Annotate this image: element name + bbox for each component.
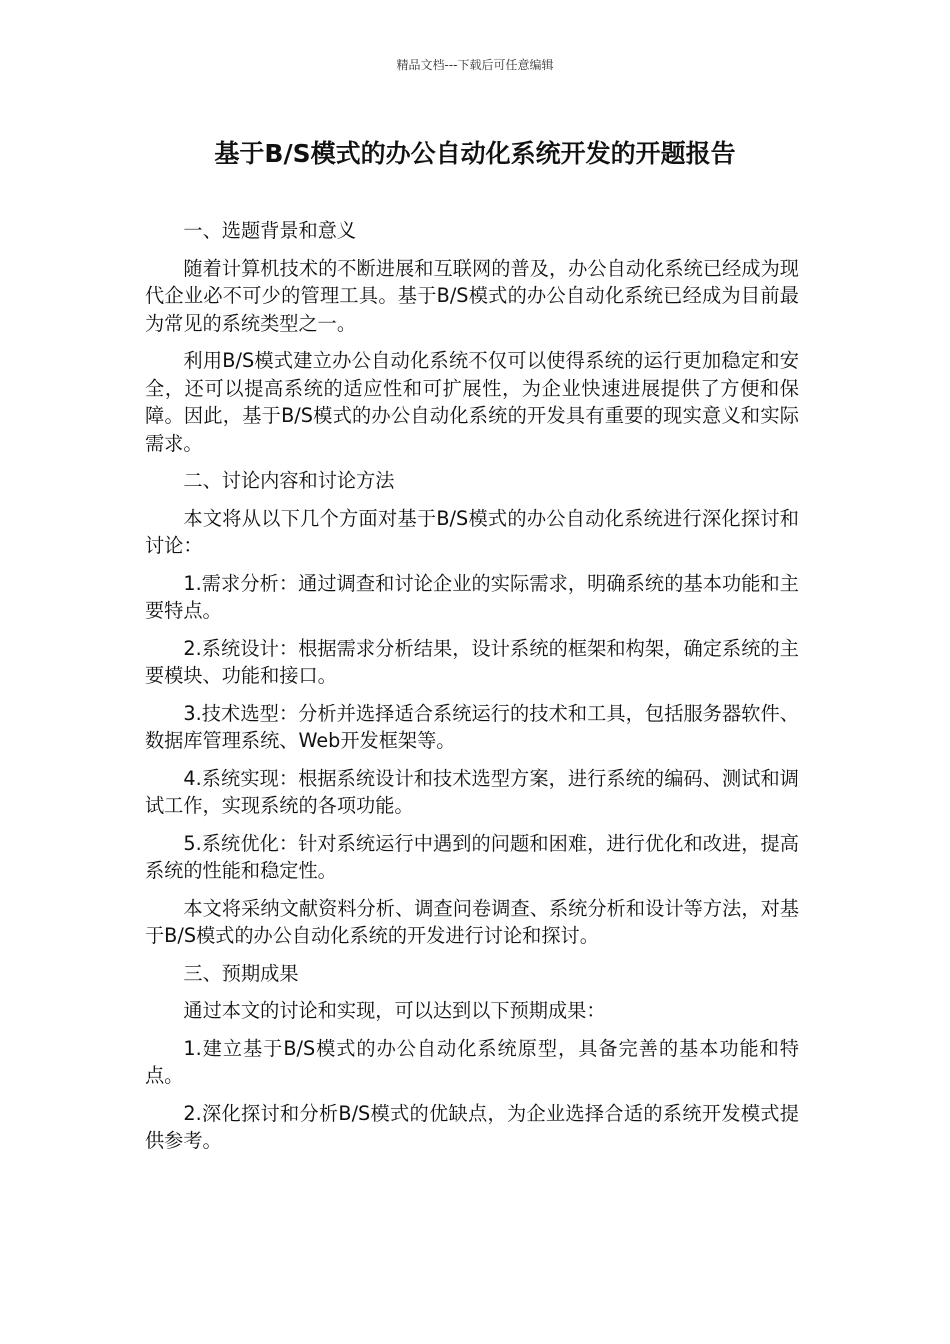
paragraph: 利用B/S模式建立办公自动化系统不仅可以使得系统的运行更加稳定和安全，还可以提高系统的适应性和可扩展性，为企业快速进展提供了方便和保障。因此，基于B/S模式的办公自动化系统的开发具有重要的现实意义和实际需求。 <box>145 349 799 455</box>
list-item: 4.系统实现：根据系统设计和技术选型方案，进行系统的编码、测试和调试工作，实现系统的各项功能。 <box>145 766 799 817</box>
section-heading: 三、预期成果 <box>183 961 299 985</box>
list-item: 1.建立基于B/S模式的办公自动化系统原型，具备完善的基本功能和特点。 <box>145 1036 799 1087</box>
paragraph: 随着计算机技术的不断进展和互联网的普及，办公自动化系统已经成为现代企业必不可少的管理工具。基于B/S模式的办公自动化系统已经成为目前最为常见的系统类型之一。 <box>145 256 799 335</box>
paragraph: 通过本文的讨论和实现，可以达到以下预期成果： <box>183 999 606 1022</box>
list-item: 1.需求分析：通过调查和讨论企业的实际需求，明确系统的基本功能和主要特点。 <box>145 571 799 622</box>
list-item: 5.系统优化：针对系统运行中遇到的问题和困难，进行优化和改进，提高系统的性能和稳定性。 <box>145 831 799 882</box>
header-note: 精品文档---下载后可任意编辑 <box>396 58 554 72</box>
list-item: 2.系统设计：根据需求分析结果，设计系统的框架和构架，确定系统的主要模块、功能和接口。 <box>145 636 799 687</box>
paragraph: 本文将从以下几个方面对基于B/S模式的办公自动化系统进行深化探讨和讨论： <box>145 506 799 557</box>
list-item: 3.技术选型：分析并选择适合系统运行的技术和工具，包括服务器软件、数据库管理系统、Web开发框架等。 <box>145 701 799 752</box>
paragraph: 本文将采纳文献资料分析、调查问卷调查、系统分析和设计等方法，对基于B/S模式的办公自动化系统的开发进行讨论和探讨。 <box>145 896 799 947</box>
document-body <box>145 217 799 1165</box>
list-item: 2.深化探讨和分析B/S模式的优缺点，为企业选择合适的系统开发模式提供参考。 <box>145 1101 799 1152</box>
section-expected-results <box>145 960 799 1155</box>
document-title: 基于B/S模式的办公自动化系统开发的开题报告 <box>214 139 736 168</box>
section-background <box>145 217 799 457</box>
section-heading: 二、讨论内容和讨论方法 <box>183 469 395 492</box>
section-heading: 一、选题背景和意义 <box>183 219 357 242</box>
section-research-content <box>145 467 799 950</box>
